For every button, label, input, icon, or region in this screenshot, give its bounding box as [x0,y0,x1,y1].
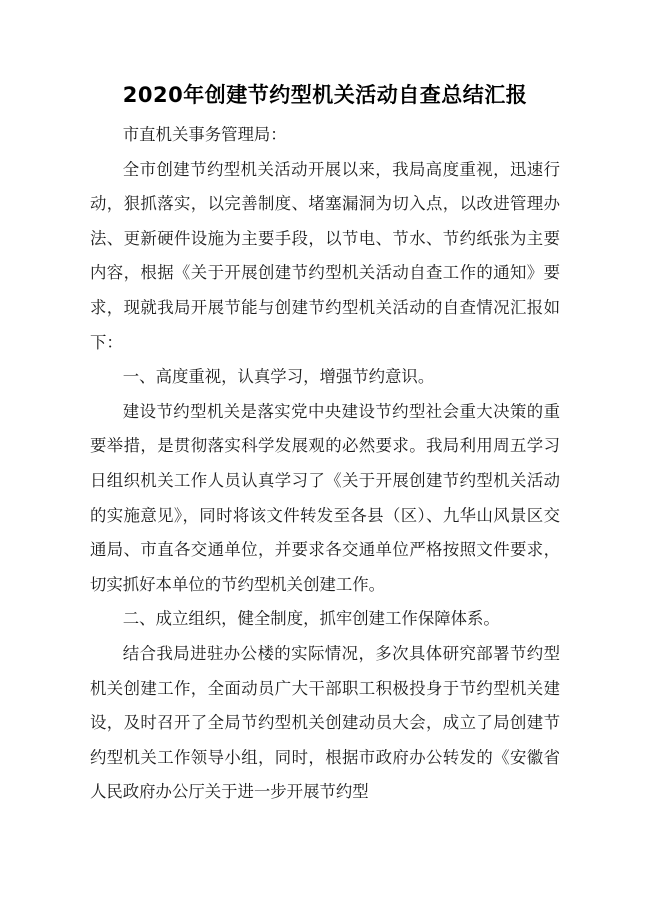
paragraph-intro: 全市创建节约型机关活动开展以来，我局高度重视，迅速行动，狠抓落实，以完善制度、堵塞漏洞为切入点，以改进管理办法、更新硬件设施为主要手段，以节电、节水、节约纸张为主要内容，根据《关于开展创建节约型机关活动自查工作的通知》要求，现就我局开展节能与创建节约型机关活动的自查情况汇报如下： [90,159,560,352]
paragraph-section-2: 结合我局进驻办公楼的实际情况，多次具体研究部署节约型机关创建工作，全面动员广大干部职工积极投身于节约型机关建设，及时召开了全局节约型机关创建动员大会，成立了局创建节约型机关工作领导小组，同时，根据市政府办公转发的《安徽省人民政府办公厅关于进一步开展节约型 [90,643,560,802]
paragraph-section-1: 建设节约型机关是落实党中央建设节约型社会重大决策的重要举措，是贯彻落实科学发展观的必然要求。我局利用周五学习日组织机关工作人员认真学习了《关于开展创建节约型机关活动的实施意见》，同时将该文件转发至各县（区）、九华山风景区交通局、市直各交通单位，并要求各交通单位严格按照文件要求，切实抓好本单位的节约型机关创建工作。 [90,401,560,594]
section-heading-1: 一、高度重视，认真学习，增强节约意识。 [122,367,435,387]
document-title: 2020年创建节约型机关活动自查总结汇报 [122,83,528,107]
salutation: 市直机关事务管理局： [122,125,287,144]
section-heading-2: 二、成立组织，健全制度，抓牢创建工作保障体系。 [122,609,500,629]
document-body [90,118,560,810]
